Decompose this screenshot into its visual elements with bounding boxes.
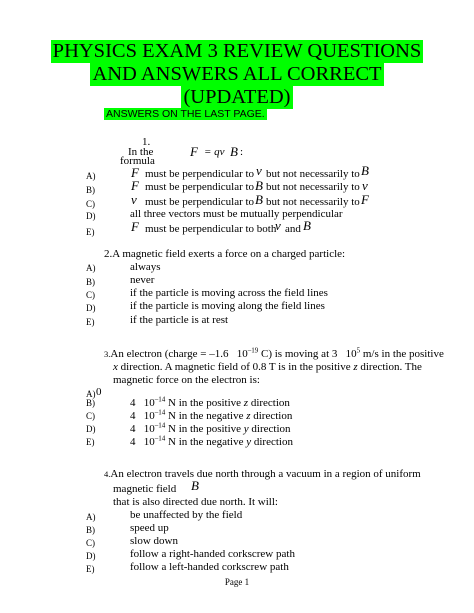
option-symbol: v bbox=[256, 163, 262, 178]
option-label: A) bbox=[86, 263, 96, 273]
option-text: but not necessarily to bbox=[266, 181, 360, 193]
option-label: C) bbox=[86, 290, 95, 300]
option-symbol: B bbox=[361, 163, 369, 178]
page-number: Page 1 bbox=[224, 577, 250, 587]
option-label: B) bbox=[86, 185, 95, 195]
title-line-1: PHYSICS EXAM 3 REVIEW QUESTIONS bbox=[52, 40, 422, 62]
option-symbol: F bbox=[131, 219, 139, 234]
option-text: must be perpendicular to bbox=[145, 181, 255, 193]
option-text: must be perpendicular to bbox=[145, 196, 255, 208]
option-label: D) bbox=[86, 211, 96, 221]
option-label: D) bbox=[86, 551, 96, 561]
option-symbol: v bbox=[275, 218, 281, 233]
option-text: follow a right-handed corkscrew path bbox=[130, 548, 295, 560]
option-text: but not necessarily to bbox=[266, 196, 360, 208]
option-label: B) bbox=[86, 525, 95, 535]
title-line-3: (UPDATED) bbox=[183, 86, 291, 108]
option-text: follow a left-handed corkscrew path bbox=[130, 561, 289, 573]
option-text: must be perpendicular to both bbox=[145, 223, 277, 235]
option-symbol: F bbox=[131, 178, 139, 193]
q1-number: 1. bbox=[142, 136, 151, 148]
option-text: and bbox=[285, 223, 301, 235]
q4-number: 4. bbox=[104, 469, 111, 479]
option-text: must be perpendicular to bbox=[145, 168, 255, 180]
option-symbol: B bbox=[303, 218, 311, 233]
option-label: E) bbox=[86, 227, 95, 237]
title-line-2: AND ANSWERS ALL CORRECT bbox=[92, 63, 382, 85]
option-text: but not necessarily to bbox=[266, 168, 360, 180]
option-symbol: v bbox=[131, 192, 137, 207]
option-text: 0 bbox=[96, 386, 102, 398]
q3-number: 3. bbox=[104, 349, 111, 359]
option-text: if the particle is at rest bbox=[130, 314, 229, 326]
document-title bbox=[0, 40, 474, 109]
option-text: if the particle is moving along the field lines bbox=[130, 300, 325, 312]
option-label: E) bbox=[86, 317, 95, 327]
option-text: be unaffected by the field bbox=[130, 509, 243, 521]
q4-symbol-b: B bbox=[191, 478, 199, 493]
q3-option-e[interactable]: E) 4 $10^{-14}$ N in the negative y direction bbox=[86, 434, 293, 448]
answers-note: ANSWERS ON THE LAST PAGE. bbox=[106, 108, 265, 120]
option-label: C) bbox=[86, 199, 95, 209]
q3-line-2: x direction. A magnetic field of 0.8 T is in the positive z direction. The bbox=[113, 361, 422, 373]
option-symbol: v bbox=[362, 178, 368, 193]
q1-symbol-f: F bbox=[190, 144, 198, 159]
option-text: all three vectors must be mutually perpendicular bbox=[130, 208, 343, 220]
q1-symbol-b: B bbox=[230, 144, 238, 159]
q1-equation: = qv bbox=[204, 146, 225, 158]
option-text: speed up bbox=[130, 522, 169, 534]
option-symbol: B bbox=[255, 192, 263, 207]
option-text: never bbox=[130, 274, 155, 286]
option-label: A) bbox=[86, 389, 96, 399]
q3-line-1: 3.An electron (charge = –1.6 $10^{-19}$ C) is moving at 3 $10^5$ m/s in the positive bbox=[104, 346, 444, 360]
q3-option-b[interactable]: B) 4 $10^{-14}$ N in the positive z direction bbox=[86, 395, 290, 409]
q2-stem: 2.A magnetic field exerts a force on a charged particle: bbox=[104, 248, 346, 260]
q4-line-3: that is also directed due north. It will: bbox=[113, 496, 278, 508]
option-label: D) bbox=[86, 303, 96, 313]
option-label: A) bbox=[86, 171, 96, 181]
option-text: slow down bbox=[130, 535, 178, 547]
q3-line-3: magnetic force on the electron is: bbox=[113, 374, 260, 386]
option-label: B) bbox=[86, 277, 95, 287]
option-symbol: F bbox=[361, 192, 369, 207]
option-text: if the particle is moving across the field lines bbox=[130, 287, 328, 299]
q1-lead2: formula bbox=[120, 155, 155, 167]
option-label: C) bbox=[86, 538, 95, 548]
q4-line-2: magnetic field bbox=[113, 483, 177, 495]
option-label: A) bbox=[86, 512, 96, 522]
q1-lead: In the bbox=[128, 146, 154, 158]
q3-option-c[interactable]: C) 4 $10^{-14}$ N in the negative z direction bbox=[86, 408, 293, 422]
q1-colon: : bbox=[240, 146, 244, 158]
q3-option-d[interactable]: D) 4 $10^{-14}$ N in the positive y direction bbox=[86, 421, 291, 435]
option-symbol: F bbox=[131, 165, 139, 180]
option-label: E) bbox=[86, 564, 95, 574]
option-text: always bbox=[130, 261, 161, 273]
q4-line-1: 4.An electron travels due north through a vacuum in a region of uniform bbox=[104, 468, 421, 480]
option-symbol: B bbox=[255, 178, 263, 193]
